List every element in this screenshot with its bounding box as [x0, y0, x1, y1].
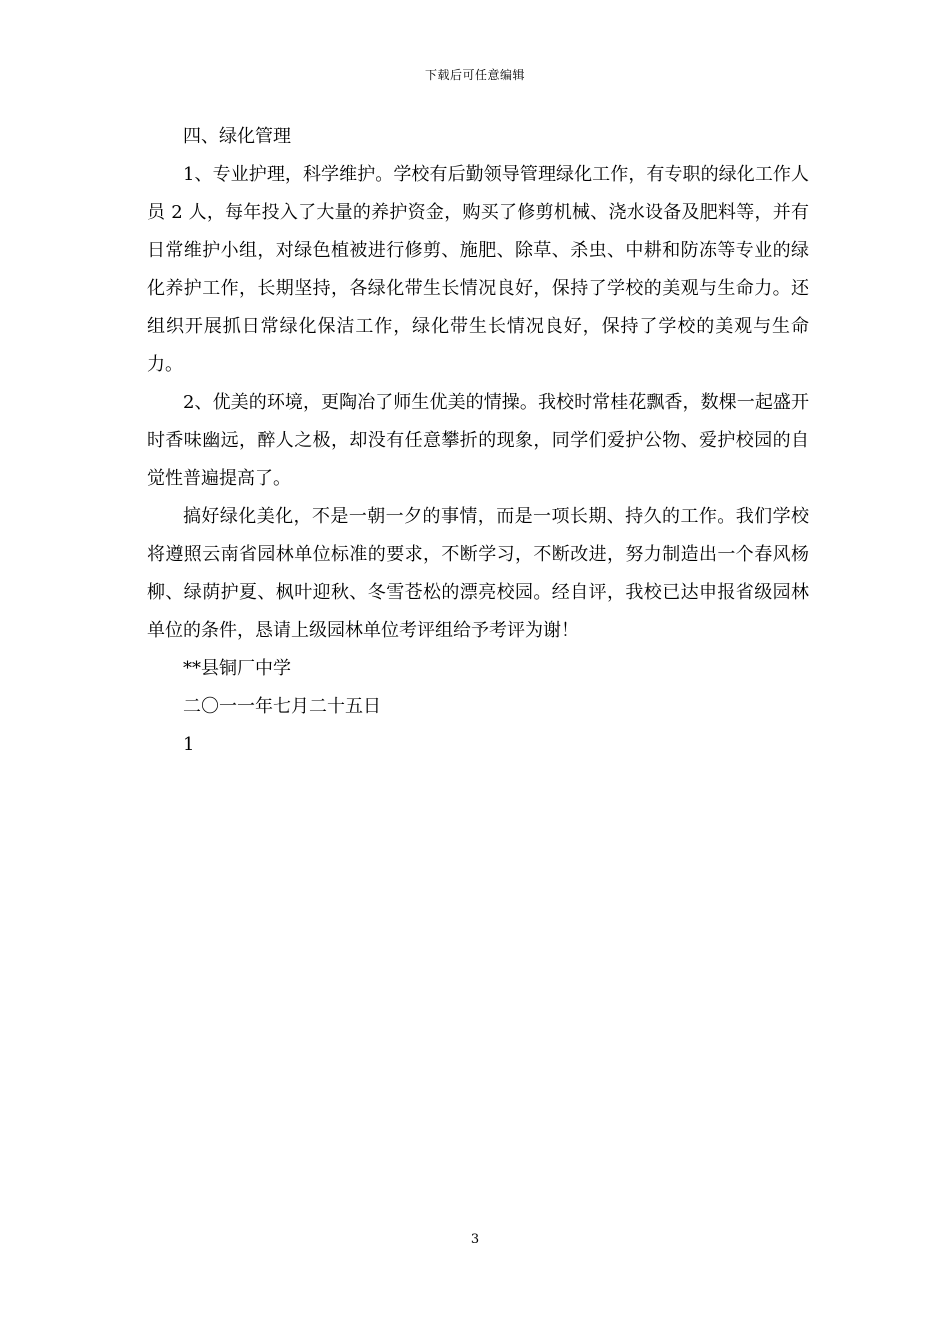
section-heading: 四、绿化管理	[183, 126, 291, 147]
date: 二〇一一年七月二十五日	[183, 696, 381, 717]
paragraph-3: 搞好绿化美化，不是一朝一夕的事情，而是一项长期、持久的工作。我们学校将遵照云南省园林单位标准的要求，不断学习，不断改进，努力制造出一个春风杨柳、绿荫护夏、枫叶迎秋、冬雪苍松的漂亮校园。经自评，我校已达申报省级园林单位的条件，恳请上级园林单位考评组给予考评为谢！	[147, 506, 809, 641]
signature: **县铜厂中学	[183, 658, 291, 679]
trailing-number: 1	[183, 734, 195, 755]
page-header: 下载后可任意编辑	[424, 68, 525, 82]
page-number: 3	[470, 1232, 480, 1247]
paragraph-2: 2、优美的环境，更陶冶了师生优美的情操。我校时常桂花飘香，数棵一起盛开时香味幽远，醉人之极，却没有任意攀折的现象，同学们爱护公物、爱护校园的自觉性普遍提高了。	[147, 392, 809, 489]
paragraph-1: 1、专业护理，科学维护。学校有后勤领导管理绿化工作，有专职的绿化工作人员 2 人，每年投入了大量的养护资金，购买了修剪机械、浇水设备及肥料等，并有日常维护小组，对绿色植被进行修剪、施肥、除草、杀虫、中耕和防冻等专业的绿化养护工作，长期坚持，各绿化带生长情况良好，保持了学校的美观与生命力。还组织开展抓日常绿化保洁工作，绿化带生长情况良好，保持了学校的美观与生命力。	[147, 164, 809, 375]
document-body	[147, 118, 809, 764]
